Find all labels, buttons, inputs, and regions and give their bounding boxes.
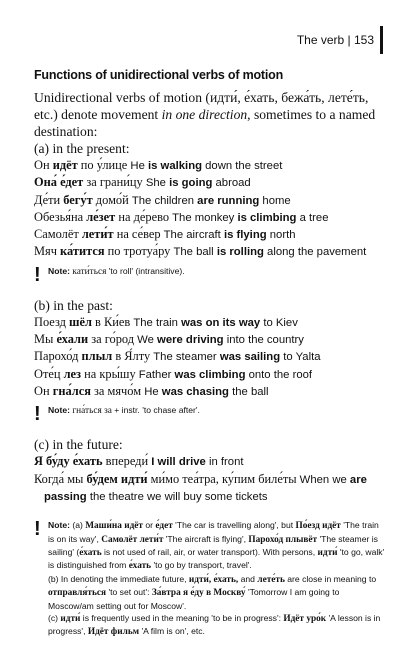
example-line bbox=[34, 243, 386, 260]
intro-text: , etc.) denote movement bbox=[34, 90, 369, 122]
past-examples bbox=[34, 314, 386, 400]
note-label: Note: bbox=[48, 405, 73, 416]
example-line bbox=[34, 314, 386, 331]
ru-verb: шёл bbox=[69, 314, 92, 329]
ru-text: по у́лице bbox=[77, 158, 131, 172]
ru-text: в Я́лту bbox=[112, 349, 154, 364]
ru-verb: гна́лся bbox=[52, 383, 91, 398]
ru-verb: бегу́т bbox=[63, 192, 93, 207]
en-translation: The monkey is climbing a tree bbox=[172, 211, 329, 224]
example-line bbox=[34, 366, 386, 383]
intro-verb: бежа́ть bbox=[281, 90, 322, 105]
ru-verb: идёт bbox=[52, 158, 78, 172]
exclamation-icon: ! bbox=[34, 403, 41, 426]
ru-text: впереди́ bbox=[102, 454, 152, 469]
page-header-text: The verb | 153 bbox=[296, 33, 374, 47]
ru-text: за мячо́м bbox=[90, 383, 145, 398]
note-ru: гна́ться за bbox=[72, 406, 112, 417]
en-translation: We were driving into the country bbox=[137, 334, 304, 347]
ru-text: Самолёт bbox=[34, 227, 82, 242]
present-label: (a) in the present: bbox=[34, 141, 130, 156]
intro-emphasis: in one direction bbox=[161, 107, 248, 122]
ru-text: на кры́шу bbox=[81, 366, 139, 381]
intro-verb: идти́ bbox=[209, 90, 238, 105]
ru-text: Он bbox=[34, 383, 53, 398]
en-translation: He was chasing the ball bbox=[144, 385, 269, 398]
ru-text: Парохо́д bbox=[34, 349, 82, 364]
ru-verb: ка́тится bbox=[60, 244, 105, 259]
exclamation-icon: ! bbox=[34, 263, 41, 286]
future-label: (c) in the future: bbox=[34, 437, 123, 453]
ru-text: Когда́ мы bbox=[34, 471, 87, 486]
note-body bbox=[48, 404, 200, 424]
final-note bbox=[34, 519, 386, 639]
note-rest: + instr. 'to chase after'. bbox=[111, 405, 200, 416]
note-ru: кати́ться bbox=[72, 266, 107, 277]
ru-verb: е́хали bbox=[56, 332, 89, 347]
example-line bbox=[34, 383, 386, 400]
ru-verb: ле́зет bbox=[86, 209, 116, 224]
ru-text: на де́рево bbox=[115, 209, 173, 224]
ru-text: Поезд bbox=[34, 314, 70, 329]
ru-text: Мяч bbox=[34, 244, 61, 259]
example-line bbox=[34, 174, 386, 191]
note-paragraph-b: (b) In denoting the immediate future, идти́, е́хать, and лете́ть are close in meaning to отправля́ться 'to set out': За́втра я е́ду в Москву́ 'Tomorrow I am going to Moscow/am setting out for Moscow'. bbox=[48, 573, 377, 611]
en-translation: I will drive in front bbox=[151, 456, 244, 469]
ru-text: Оте́ц bbox=[34, 366, 64, 381]
ru-text: ми́мо теа́тра, ку́пим биле́ты bbox=[147, 471, 300, 486]
ru-text: Де́ти bbox=[34, 192, 64, 207]
ru-verb: лез bbox=[63, 366, 82, 381]
en-translation: The train was on its way to Kiev bbox=[133, 316, 298, 329]
example-line bbox=[34, 157, 386, 174]
ru-text: за го́род bbox=[88, 332, 138, 347]
page-content bbox=[34, 68, 386, 639]
example-line bbox=[34, 226, 386, 243]
note-body bbox=[48, 519, 386, 639]
section-heading: Functions of unidirectional verbs of motion bbox=[34, 68, 284, 82]
present-examples bbox=[34, 157, 386, 261]
note-rest: 'to roll' (intransitive). bbox=[106, 265, 185, 276]
header-rule bbox=[380, 26, 383, 54]
ru-text: Мы bbox=[34, 332, 57, 347]
en-translation: The ball is rolling along the pavement bbox=[173, 246, 367, 259]
ru-verb: Она́ е́дет bbox=[34, 175, 84, 190]
en-translation: The aircraft is flying north bbox=[163, 229, 296, 242]
ru-text: в Ки́ев bbox=[91, 314, 134, 329]
ru-text: Обезья́на bbox=[34, 209, 87, 224]
en-translation: When we are passing the theatre we will buy some tickets bbox=[44, 473, 367, 503]
ru-verb: плыл bbox=[81, 349, 113, 364]
ru-text: на се́вер bbox=[113, 227, 164, 242]
past-note bbox=[34, 404, 386, 424]
past-label: (b) in the past: bbox=[34, 297, 113, 313]
note-paragraph-a: Note: (a) Маши́на идёт or е́дет 'The car is travelling along', but По́езд идёт 'The train is on its way', Самолёт лети́т 'The aircraft is flying', Парохо́д плывёт 'The steamer is sailing' (е́хать is not used of rail, air, or water transport). With persons, идти́ 'to go, walk' is distinguished from е́хать 'to go by transport, travel'. bbox=[48, 520, 385, 572]
en-translation: She is going abroad bbox=[145, 177, 251, 190]
example-line bbox=[34, 471, 386, 506]
ru-verb: лети́т bbox=[81, 227, 114, 242]
ru-text: по тротуа́ру bbox=[104, 244, 174, 259]
note-label: Note: bbox=[48, 265, 73, 276]
ru-verb: бу́дем идти́ bbox=[86, 471, 148, 486]
note-paragraph-c: (c) идти́ is frequently used in the meaning 'to be in progress': Идёт уро́к 'A lesson is in progress', Идёт фильм 'A film is on', etc. bbox=[48, 613, 381, 638]
note-body bbox=[48, 265, 185, 285]
ru-text: за грани́цу bbox=[83, 175, 146, 190]
example-line bbox=[34, 209, 386, 226]
running-header bbox=[297, 26, 383, 54]
intro-sep: , bbox=[237, 90, 245, 105]
intro-verb: лете́ть bbox=[328, 90, 365, 105]
future-examples bbox=[34, 453, 386, 505]
example-line bbox=[34, 348, 386, 365]
intro-text: Unidirectional verbs of motion ( bbox=[34, 90, 210, 105]
en-translation: The steamer was sailing to Yalta bbox=[153, 351, 321, 364]
intro-text: , sometimes to a named destination: bbox=[34, 107, 376, 139]
intro-verb: е́хать bbox=[244, 90, 275, 105]
intro-sep: , bbox=[321, 90, 329, 105]
intro-paragraph bbox=[34, 89, 386, 140]
intro-sep: , bbox=[274, 90, 282, 105]
example-line bbox=[34, 192, 386, 209]
present-note bbox=[34, 265, 386, 285]
en-translation: Father was climbing onto the roof bbox=[138, 368, 313, 381]
example-line bbox=[34, 331, 386, 348]
note-label: Note: bbox=[48, 520, 70, 531]
ru-verb: Я бу́ду е́хать bbox=[34, 454, 103, 469]
en-translation: He is walking down the street bbox=[130, 160, 283, 172]
ru-text: домо́й bbox=[92, 192, 132, 207]
exclamation-icon: ! bbox=[34, 518, 41, 541]
en-translation: The children are running home bbox=[131, 194, 291, 207]
ru-text: Он bbox=[34, 158, 53, 172]
example-line bbox=[34, 453, 386, 470]
